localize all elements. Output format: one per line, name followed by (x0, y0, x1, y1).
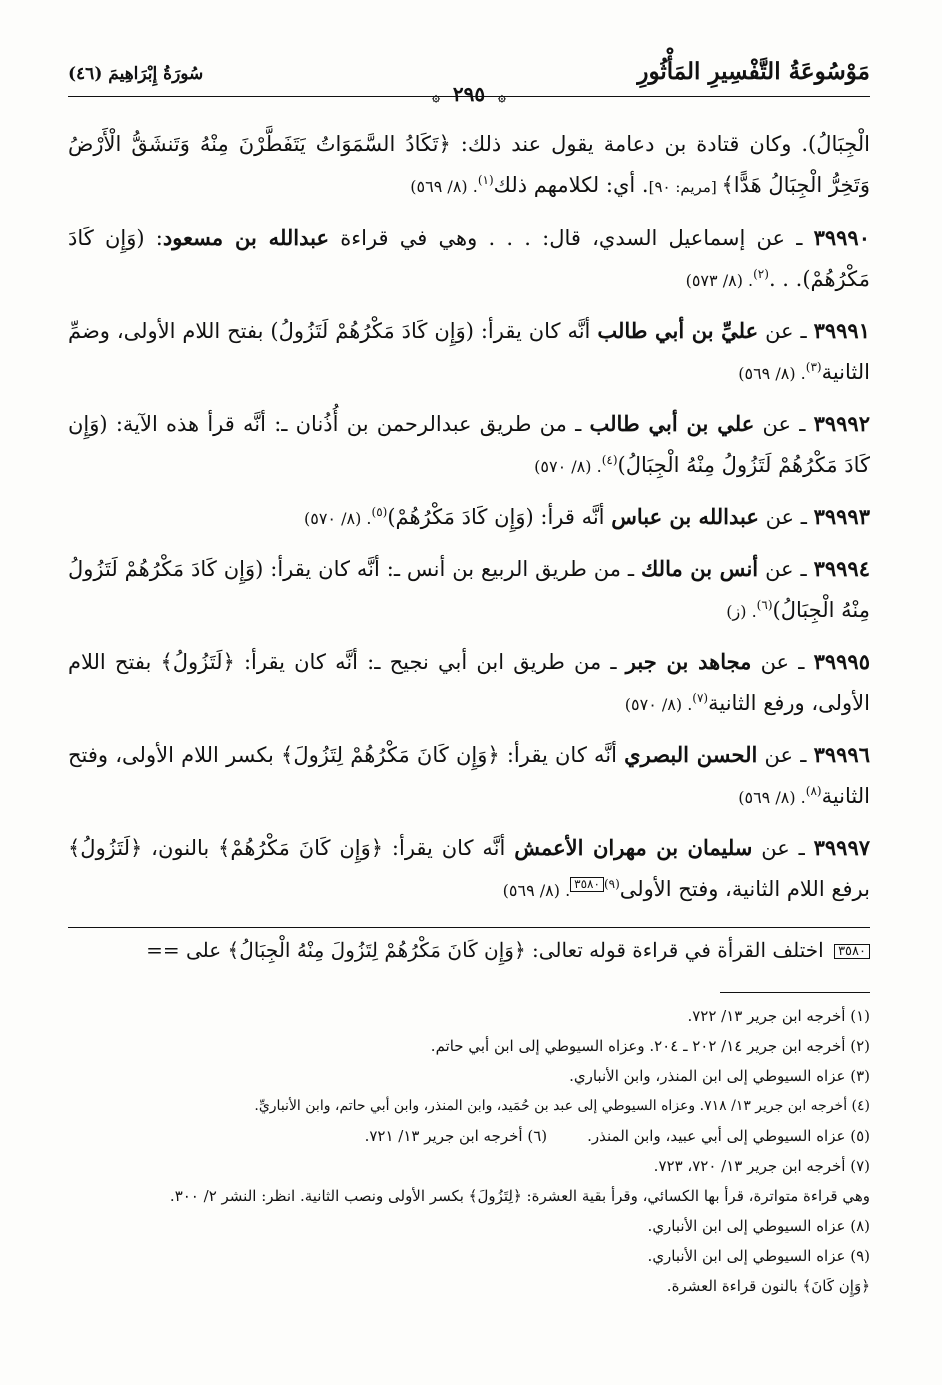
narrator-name: سليمان بن مهران الأعمش (514, 835, 753, 860)
narrator-name: أنس بن مالك (640, 556, 759, 581)
text: : (وَإِن كَادَ مَكْرُهُمْ). . . (68, 226, 870, 291)
text: ـ عن (757, 743, 814, 767)
narrator-name: مجاهد بن جبر (625, 649, 752, 674)
text: أنَّه قرأ: (وَإِن كَادَ مَكْرُهُمْ) (387, 505, 612, 529)
quran-verse: ﴿تَكَادُ السَّمَوَاتُ يَتَفَطَّرْنَ مِنْهُ وَتَنشَقُّ الْأَرْضُ وَتَخِرُّ الْجِبَالُ هَدًّا﴾ (68, 132, 870, 197)
narration-number: ٣٩٩٩٢ (813, 411, 870, 436)
ornament-icon: ۞ (498, 90, 506, 105)
volume-ref: . (٨/ ٥٦٩) (738, 364, 806, 383)
commentary (68, 930, 870, 970)
narration-39990 (68, 217, 870, 301)
text: ـ عن إسماعيل السدي، قال: . . . وهي في قراءة (329, 226, 814, 250)
footnote-marker[interactable]: (٤) (601, 453, 618, 467)
footnotes (68, 1001, 870, 1301)
text: ـ عن (758, 505, 814, 529)
narration-39993 (68, 496, 870, 539)
footnote-7-note: وهي قراءة متواترة، قرأ بها الكسائي، وقرأ بقية العشرة: ﴿لِتَزُولَ﴾ بكسر الأولى ونصب الثانية. انظر: النشر ٢/ ٣٠٠. (169, 1187, 870, 1205)
narration-number: ٣٩٩٩٠ (813, 225, 870, 250)
narration-39994 (68, 548, 870, 632)
narration-39996 (68, 734, 870, 818)
page-number-text: ٢٩٥ (452, 82, 486, 106)
narration-39992 (68, 403, 870, 487)
narrator-name: عبدالله بن مسعود (162, 225, 330, 250)
text: ـ من طريق عبدالرحمن بن أُذُنان ـ: أنَّه قرأ هذه الآية: (وَإِن كَادَ مَكْرُهُمْ لَتَزُولُ مِنْهُ الْجِبَالُ) (68, 412, 870, 477)
footnote-2: (٢) أخرجه ابن جرير ١٤/ ٢٠٢ ـ ٢٠٤. وعزاه السيوطي إلى ابن أبي حاتم. (430, 1037, 870, 1055)
footnote-4: (٤) أخرجه ابن جرير ١٣/ ٧١٨. وعزاه السيوطي إلى عبد بن حُمَيد، وابن المنذر، وابن أبي حاتم، وابن الأنباريِّ. (254, 1098, 870, 1114)
header-rule (68, 96, 870, 97)
volume-ref: . (٨/ ٥٦٩) (502, 881, 571, 900)
text: أنَّه كان يقرأ: ﴿وَإِن كَانَ مَكْرُهُمْ لِتَزُولَ﴾ بكسر اللام الأولى، وفتح الثانية (68, 743, 870, 808)
text: الْجِبَالُ). وكان قتادة بن دعامة يقول عند ذلك: (450, 132, 870, 156)
narration-39995 (68, 641, 870, 725)
footnote-marker[interactable]: (٣) (805, 360, 822, 374)
footnote-3: (٣) عزاه السيوطي إلى ابن المنذر، وابن الأنباري. (569, 1067, 870, 1085)
narration-number: ٣٩٩٩١ (813, 318, 870, 343)
footnote-marker[interactable]: (٩) (603, 877, 620, 891)
text: . أي: لكلامهم ذلك (493, 173, 649, 197)
verse-citation: [مريم: ٩٠] (648, 178, 722, 196)
narrator-name: عبدالله بن عباس (611, 504, 759, 529)
narrator-name: الحسن البصري (624, 742, 758, 767)
footnote-5-6 (68, 1121, 870, 1151)
footnote-rule (720, 992, 870, 993)
footnote-marker[interactable]: (٨) (805, 784, 822, 798)
text: ـ عن (754, 412, 814, 436)
footnote-9-note: ﴿وَإِن كَانَ﴾ بالنون قراءة العشرة. (666, 1277, 870, 1295)
page-header (68, 52, 870, 106)
commentary-box: ٣٥٨٠ (834, 944, 870, 959)
volume-ref: . (٨/ ٥٧٣) (685, 271, 754, 290)
volume-ref: . (٨/ ٥٧٠) (624, 695, 693, 714)
footnote-6: (٦) أخرجه ابن جرير ١٣/ ٧٢١. (364, 1127, 548, 1145)
narration-number: ٣٩٩٩٤ (813, 556, 870, 581)
volume-ref: . (٨/ ٥٦٩) (410, 177, 478, 196)
narrator-name: عليِّ بن أبي طالب (597, 318, 759, 343)
text: أنَّه كان يقرأ: (وَإِن كَادَ مَكْرُهُمْ لَتَزُولُ) بفتح اللام الأولى، وضمِّ الثانية (68, 319, 870, 384)
surah-label: سُورَةُ إِبْرَاهِيمَ (٤٦) (68, 64, 204, 84)
volume-ref: . (٨/ ٥٧٠) (303, 509, 372, 528)
commentary-box-ref[interactable]: ٣٥٨٠ (570, 877, 604, 892)
footnote-marker[interactable]: (١) (477, 173, 494, 187)
volume-ref: . (ز) (726, 602, 757, 621)
text: ـ عن (758, 557, 814, 581)
text: ـ عن (752, 836, 814, 860)
footnote-marker[interactable]: (٥) (371, 505, 388, 519)
footnote-9: (٩) عزاه السيوطي إلى ابن الأنباري. (647, 1247, 870, 1265)
book-title: مَوْسُوعَةُ التَّفْسِيرِ المَأْثُورِ (637, 58, 870, 85)
commentary-rule (68, 927, 870, 928)
commentary-text: اختلف القرأة في قراءة قوله تعالى: ﴿وَإِن كَانَ مَكْرُهُمْ لِتَزُولَ مِنْهُ الْجِبَالُ﴾ على == (146, 938, 831, 962)
footnote-1: (١) أخرجه ابن جرير ١٣/ ٧٢٢. (687, 1007, 870, 1025)
page-number (426, 82, 511, 106)
narration-39991 (68, 310, 870, 394)
footnote-marker[interactable]: (٦) (756, 598, 773, 612)
paragraph-continuation (68, 124, 870, 208)
narration-39997 (68, 827, 870, 911)
narration-number: ٣٩٩٩٦ (813, 742, 870, 767)
footnote-marker[interactable]: (٧) (692, 691, 709, 705)
text: ـ من طريق الربيع بن أنس ـ: أنَّه كان يقرأ: (وَإِن كَادَ مَكْرُهُمْ لَتَزُولُ مِنْهُ الْجِبَالُ) (68, 557, 870, 622)
main-text (68, 124, 870, 911)
volume-ref: . (٨/ ٥٦٩) (738, 788, 806, 807)
ornament-icon: ۞ (432, 90, 440, 105)
narration-number: ٣٩٩٩٥ (813, 649, 870, 674)
footnote-7: (٧) أخرجه ابن جرير ١٣/ ٧٢٠، ٧٢٣. (653, 1157, 870, 1175)
text: ـ عن (758, 319, 814, 343)
narration-number: ٣٩٩٩٣ (813, 504, 870, 529)
footnote-8: (٨) عزاه السيوطي إلى ابن الأنباري. (647, 1217, 870, 1235)
text: أنَّه كان يقرأ: ﴿وَإِن كَانَ مَكْرُهُمْ﴾ بالنون، ﴿لَتَزُولُ﴾ برفع اللام الثانية، وفتح الأولى (68, 836, 870, 901)
text: ـ من طريق ابن أبي نجيح ـ: أنَّه كان يقرأ: ﴿لَتَزُولُ﴾ بفتح اللام الأولى، ورفع الثانية (68, 650, 870, 715)
footnote-marker[interactable]: (٢) (753, 267, 769, 281)
narrator-name: علي بن أبي طالب (589, 411, 755, 436)
volume-ref: . (٨/ ٥٧٠) (534, 457, 602, 476)
text: ـ عن (751, 650, 814, 674)
narration-number: ٣٩٩٩٧ (813, 835, 871, 860)
footnote-5: (٥) عزاه السيوطي إلى أبي عبيد، وابن المنذر. (587, 1127, 870, 1145)
